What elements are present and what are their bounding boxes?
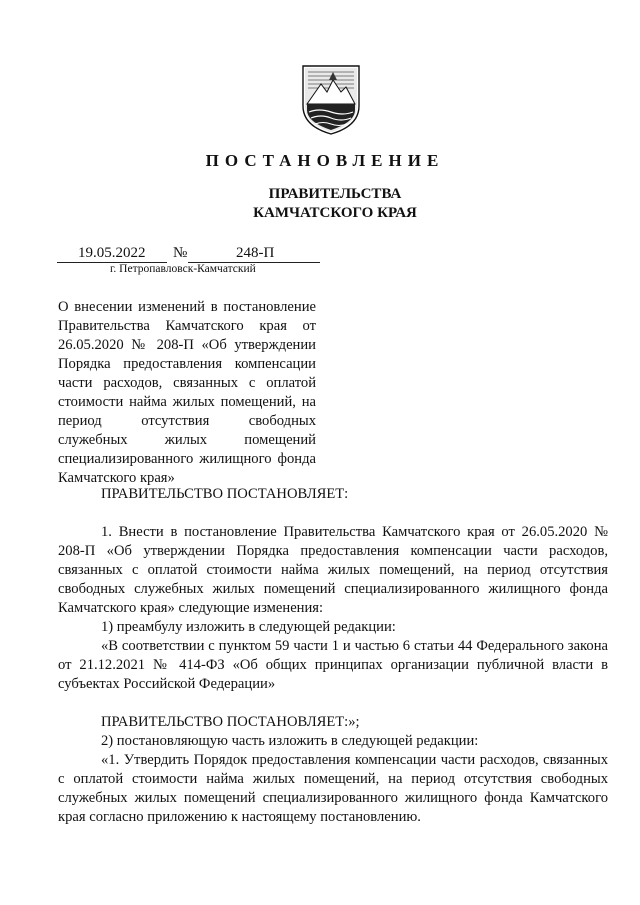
issuing-authority-line1: ПРАВИТЕЛЬСТВА	[268, 186, 402, 202]
paragraph-subitem-1: 1) преамбулу изложить в следующей редакции:	[101, 619, 396, 635]
paragraph-resolves: ПРАВИТЕЛЬСТВО ПОСТАНОВЛЯЕТ:	[101, 486, 349, 502]
paragraph-subitem-2: 2) постановляющую часть изложить в следующей редакции:	[101, 733, 479, 749]
paragraph-item-1: 1. Внести в постановление Правительства Камчатского края от 26.05.2020 № 208-П «Об утверждении Порядка предоставления компенсации части расходов, связанных с оплатой стоимости найма жилых помещений, на период отсутствия свободных служебных жилых помещений специализированного жилищного фонда Камчатского края» следующие изменения:	[58, 524, 608, 616]
issuing-authority	[0, 185, 640, 223]
document-city: г. Петропавловск-Камчатский	[110, 263, 256, 275]
issuing-authority-line2: КАМЧАТСКОГО КРАЯ	[253, 205, 417, 221]
document-body	[58, 485, 608, 827]
paragraph-operative-text: «1. Утвердить Порядок предоставления компенсации части расходов, связанных с оплатой стоимости найма жилых помещений, на период отсутствия свободных служебных жилых помещений специализированного жилищного фонда Камчатского края согласно приложению к настоящему постановлению.	[58, 752, 608, 825]
paragraph-preamble-text: «В соответствии с пунктом 59 части 1 и частью 6 статьи 44 Федерального закона от 21.12.2021 № 414-ФЗ «Об общих принципах организации публичной власти в субъектах Российской Федерации»	[58, 638, 608, 692]
kamchatka-coat-of-arms-icon	[299, 62, 363, 136]
document-number: 248-П	[236, 245, 275, 261]
document-title: О внесении изменений в постановление Правительства Камчатского края от 26.05.2020 № 208-П «Об утверждении Порядка предоставления компенсации части расходов, связанных с оплатой стоимости найма жилых помещений, на период отсутствия свободных служебных жилых помещений специализированного жилищного фонда Камчатского края»	[58, 299, 316, 486]
document-type-heading: ПОСТАНОВЛЕНИЕ	[205, 151, 445, 170]
paragraph-resolves-quoted: ПРАВИТЕЛЬСТВО ПОСТАНОВЛЯЕТ:»;	[101, 714, 360, 730]
document-number-sign: №	[173, 245, 188, 261]
document-date: 19.05.2022	[78, 245, 146, 261]
